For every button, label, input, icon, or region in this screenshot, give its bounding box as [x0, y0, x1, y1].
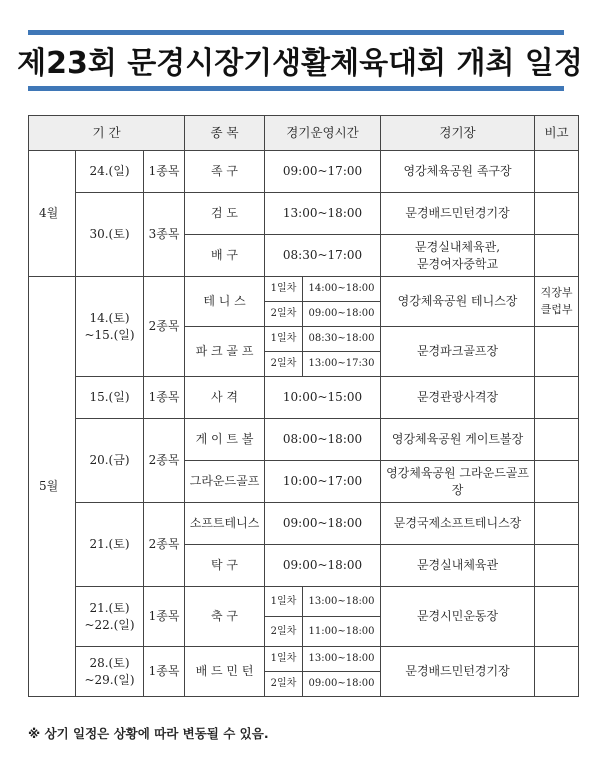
header-sport: 종 목: [185, 116, 265, 151]
note-cell: [535, 277, 579, 327]
time-cell: 10:00~15:00: [265, 377, 381, 419]
count-cell: 1종목: [144, 647, 185, 697]
day-cell: 1일차: [265, 277, 303, 302]
date-cell: 20.(금): [76, 419, 144, 503]
sport-cell: 그라운드골프: [185, 461, 265, 503]
date-line: ~29.(일): [84, 672, 135, 687]
count-cell: 3종목: [144, 193, 185, 277]
time-cell: 14:00~18:00: [303, 277, 381, 302]
sport-cell: 파 크 골 프: [185, 327, 265, 377]
note-cell: [535, 461, 579, 503]
note-cell: [535, 647, 579, 697]
count-cell: 1종목: [144, 377, 185, 419]
table-row: [29, 193, 579, 235]
month-may: 5월: [29, 277, 76, 697]
sport-cell: 테 니 스: [185, 277, 265, 327]
venue-line: 문경실내체육관,: [415, 240, 501, 255]
table-row: [29, 419, 579, 461]
page-title: 제23회 문경시장기생활체육대회 개최 일정: [17, 46, 583, 81]
header-time: 경기운영시간: [265, 116, 381, 151]
count-cell: 2종목: [144, 419, 185, 503]
table-row: [29, 647, 579, 672]
note-cell: [535, 327, 579, 377]
note-cell: [535, 503, 579, 545]
header-note: 비고: [535, 116, 579, 151]
venue-cell: 문경국제소프트테니스장: [381, 503, 535, 545]
date-line: ~15.(일): [84, 327, 135, 342]
date-line: ~22.(일): [84, 617, 135, 632]
venue-cell: 영강체육공원 그라운드골프장: [381, 461, 535, 503]
note-cell: [535, 545, 579, 587]
date-cell: [76, 277, 144, 377]
schedule-table: [28, 115, 579, 697]
venue-cell: 문경시민운동장: [381, 587, 535, 647]
sport-cell: 소프트테니스: [185, 503, 265, 545]
time-cell: 08:30~18:00: [303, 327, 381, 352]
date-line: 21.(토): [89, 601, 130, 616]
table-row: [29, 151, 579, 193]
day-cell: 1일차: [265, 327, 303, 352]
date-cell: [76, 587, 144, 647]
title-rule-bottom: [28, 86, 564, 91]
note-cell: [535, 193, 579, 235]
time-cell: 09:00~18:00: [303, 302, 381, 327]
time-cell: 08:00~18:00: [265, 419, 381, 461]
table-row: [29, 587, 579, 617]
venue-cell: 영강체육공원 족구장: [381, 151, 535, 193]
venue-cell: 문경배드민턴경기장: [381, 647, 535, 697]
time-cell: 10:00~17:00: [265, 461, 381, 503]
note-cell: [535, 587, 579, 647]
time-cell: 13:00~17:30: [303, 352, 381, 377]
note-line: 클럽부: [540, 302, 573, 316]
sport-cell: 배 드 민 턴: [185, 647, 265, 697]
time-cell: 13:00~18:00: [303, 587, 381, 617]
day-cell: 1일차: [265, 587, 303, 617]
time-cell: 13:00~18:00: [265, 193, 381, 235]
day-cell: 2일차: [265, 617, 303, 647]
note-line: 직장부: [540, 286, 573, 299]
sport-cell: 족 구: [185, 151, 265, 193]
time-cell: 13:00~18:00: [303, 647, 381, 672]
venue-line: 문경여자중학교: [416, 256, 499, 271]
time-cell: 09:00~18:00: [265, 545, 381, 587]
sport-cell: 게 이 트 볼: [185, 419, 265, 461]
count-cell: 1종목: [144, 587, 185, 647]
date-cell: 30.(토): [76, 193, 144, 277]
count-cell: 2종목: [144, 503, 185, 587]
note-cell: [535, 235, 579, 277]
day-cell: 1일차: [265, 647, 303, 672]
date-line: 28.(토): [89, 656, 130, 671]
venue-cell: 문경파크골프장: [381, 327, 535, 377]
table-row: [29, 503, 579, 545]
note-cell: [535, 419, 579, 461]
day-cell: 2일차: [265, 302, 303, 327]
date-cell: 24.(일): [76, 151, 144, 193]
day-cell: 2일차: [265, 352, 303, 377]
time-cell: 08:30~17:00: [265, 235, 381, 277]
time-cell: 11:00~18:00: [303, 617, 381, 647]
title-rule-top: [28, 30, 564, 35]
header-venue: 경기장: [381, 116, 535, 151]
count-cell: 1종목: [144, 151, 185, 193]
venue-cell: 영강체육공원 게이트볼장: [381, 419, 535, 461]
venue-cell: 문경관광사격장: [381, 377, 535, 419]
time-cell: 09:00~17:00: [265, 151, 381, 193]
table-row: [29, 277, 579, 302]
day-cell: 2일차: [265, 672, 303, 697]
sport-cell: 사 격: [185, 377, 265, 419]
venue-cell: [381, 235, 535, 277]
date-line: 14.(토): [89, 311, 130, 326]
time-cell: 09:00~18:00: [265, 503, 381, 545]
venue-cell: 문경배드민턴경기장: [381, 193, 535, 235]
note-cell: [535, 377, 579, 419]
header-row: [29, 116, 579, 151]
header-period: 기 간: [29, 116, 185, 151]
sport-cell: 탁 구: [185, 545, 265, 587]
time-cell: 09:00~18:00: [303, 672, 381, 697]
date-cell: 15.(일): [76, 377, 144, 419]
note-cell: [535, 151, 579, 193]
sport-cell: 배 구: [185, 235, 265, 277]
date-cell: 21.(토): [76, 503, 144, 587]
count-cell: 2종목: [144, 277, 185, 377]
date-cell: [76, 647, 144, 697]
footnote: ※ 상기 일정은 상황에 따라 변동될 수 있음.: [28, 726, 269, 741]
venue-cell: 문경실내체육관: [381, 545, 535, 587]
venue-cell: 영강체육공원 테니스장: [381, 277, 535, 327]
month-april: 4월: [29, 151, 76, 277]
sport-cell: 축 구: [185, 587, 265, 647]
sport-cell: 검 도: [185, 193, 265, 235]
table-row: [29, 377, 579, 419]
